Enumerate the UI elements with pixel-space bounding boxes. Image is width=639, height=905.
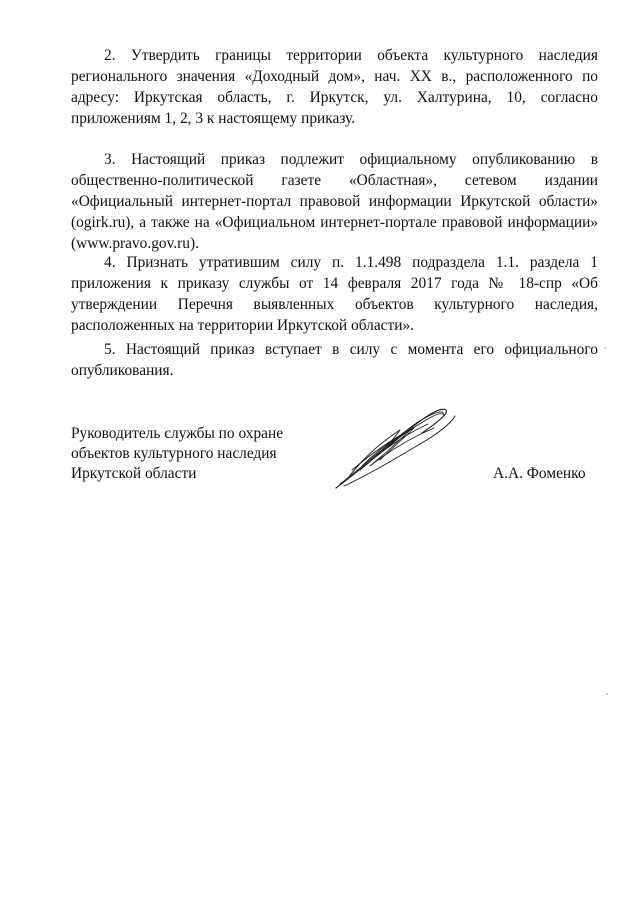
signatory-title bbox=[71, 424, 283, 484]
scan-speck bbox=[604, 347, 606, 349]
paragraph-5: 5. Настоящий приказ вступает в силу с момента его официального опубликования. bbox=[71, 341, 598, 379]
scan-speck bbox=[606, 693, 608, 695]
signatory-name: А.А. Фоменко bbox=[493, 465, 586, 482]
signatory-title-line-2: объектов культурного наследия bbox=[71, 445, 277, 462]
paragraph-2: 2. Утвердить границы территории объекта культурного наследия регионального значения «Доходный дом», нач. XX в., расположенного по адресу: Иркутская область, г. Иркутск, ул. Халтурина, 10, согласно приложениям 1, 2, 3 к настоящему приказу. bbox=[71, 47, 598, 127]
paragraph-4: 4. Признать утратившим силу п. 1.1.498 подраздела 1.1. раздела 1 приложения к приказу службы от 14 февраля 2017 года № 18-спр «Об утверждении Перечня выявленных объектов культурного наследия, расположенных на территории Иркутской области». bbox=[71, 254, 598, 334]
handwritten-signature bbox=[330, 400, 460, 495]
signatory-title-line-1: Руководитель службы по охране bbox=[71, 425, 284, 442]
paragraph-3: 3. Настоящий приказ подлежит официальному опубликованию в общественно-политической газете «Областная», сетевом издании «Официальный интернет-портал правовой информации Иркутской области» (ogirk.ru), а также на «Официальном интернет-портале правовой информации» (www.pravo.gov.ru). bbox=[71, 151, 598, 252]
signatory-title-line-3: Иркутской области bbox=[71, 465, 197, 482]
